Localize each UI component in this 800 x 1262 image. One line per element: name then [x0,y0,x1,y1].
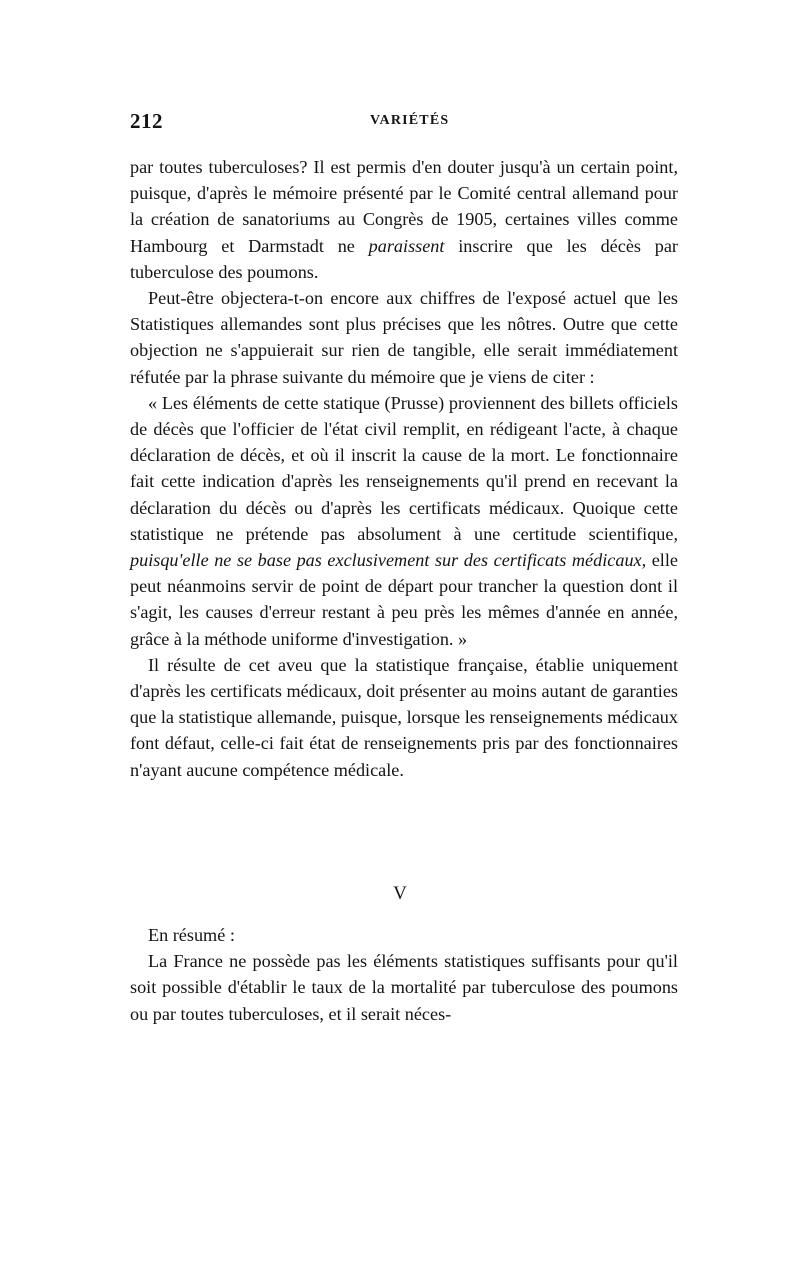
section-lead: En résumé : [148,925,235,945]
paragraph-1-text: par toutes tuberculoses? Il est permis d'en douter jusqu'à un certain point, puisque, d'après le mémoire présenté par le Comité central allemand pour la création de sanatoriums au Congrès de 1905, certaines villes comme Hambourg et Darmstadt ne [130,157,678,256]
page-header [130,109,678,143]
paragraph-3-text: « Les éléments de cette statique (Prusse) proviennent des billets officiels de décès que l'officier de l'état civil remplit, en rédigeant l'acte, à chaque déclaration de décès, et où il inscrit la cause de la mort. Le fonctionnaire fait cette indication d'après les renseignements qu'il prend en recevant la déclaration du décès ou d'après les certificats médicaux. Quoique cette statistique ne prétende pas absolument à une certitude scientifique, [130,392,678,544]
paragraph-4: Il résulte de cet aveu que la statistique française, établie uniquement d'après les certificats médicaux, doit présenter au moins autant de garanties que la statistique allemande, puisque, lorsque les renseignements médicaux font défaut, celle-ci fait état de renseignements pris par des fonctionnaires n'ayant aucune compétence médicale. [130,654,678,780]
section-body [130,922,678,1027]
paragraph-1 [130,154,678,285]
paragraph-1-end: inscrire que les décès par tuberculose des poumons. [130,235,678,282]
paragraph-3-end: elle peut néanmoins servir de point de départ pour trancher la question dont il s'agit, les causes d'erreur restant à peu près les mêmes d'année en année, grâce à la méthode uniforme d'investigation. » [130,550,678,649]
running-head: VARIÉTÉS [370,113,450,128]
section-numeral: V [393,883,407,904]
paragraph-3-quote [130,390,678,652]
paragraph-5: La France ne possède pas les éléments statistiques suffisants pour qu'il soit possible d'établir le taux de la mortalité par tuberculose des poumons ou par toutes tuberculoses, et il serait néces- [130,951,678,1024]
page-number: 212 [130,109,163,133]
paragraph-2: Peut-être objectera-t-on encore aux chiffres de l'exposé actuel que les Statistiques allemandes sont plus précises que les nôtres. Outre que cette objection ne s'appuierait sur rien de tangible, elle serait immédiatement réfutée par la phrase suivante du mémoire que je viens de citer : [130,288,678,387]
paragraph-1-italic: paraissent [368,235,445,256]
body-text [130,154,678,783]
paragraph-3-italic: puisqu'elle ne se base pas exclusivement sur des certificats médicaux, [130,550,647,571]
